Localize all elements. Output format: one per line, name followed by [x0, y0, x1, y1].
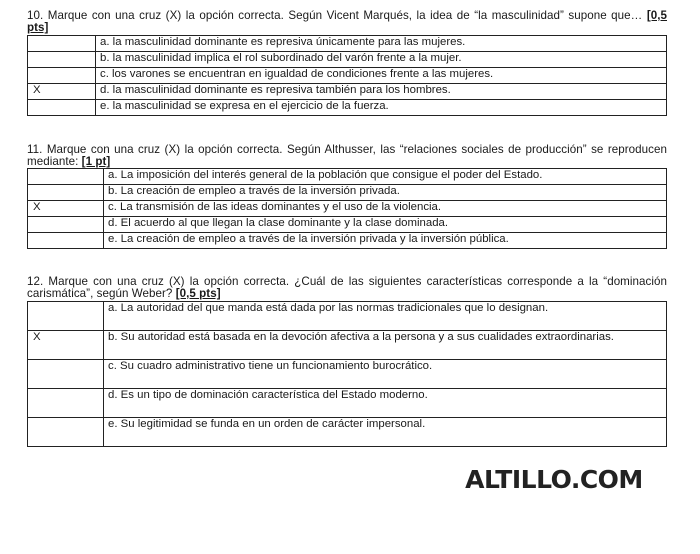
table-row	[28, 418, 667, 447]
question-prompt: 10. Marque con una cruz (X) la opción correcta. Según Vicent Marqués, la idea de “la masculinidad” supone que… [0,5 pts]	[27, 9, 667, 34]
option-text: a. La imposición del interés general de la población que consigue el poder del Estado.	[104, 169, 667, 185]
table-row	[28, 217, 667, 233]
table-row	[28, 389, 667, 418]
table-row	[28, 169, 667, 185]
option-text: a. la masculinidad dominante es represiva únicamente para las mujeres.	[96, 36, 667, 52]
answer-mark-cell[interactable]: X	[28, 201, 104, 217]
option-text: c. Su cuadro administrativo tiene un funcionamiento burocrático.	[104, 360, 667, 389]
question-points: [0,5 pts]	[27, 9, 667, 34]
answer-mark-cell[interactable]	[28, 52, 96, 68]
table-row	[28, 201, 667, 217]
table-row	[28, 185, 667, 201]
question-11	[27, 144, 667, 249]
answer-mark-cell[interactable]: X	[28, 84, 96, 100]
question-prompt: 11. Marque con una cruz (X) la opción correcta. Según Althusser, las “relaciones sociales de producción” se reproducen mediante: [1 pt]	[27, 143, 667, 168]
table-row	[28, 68, 667, 84]
table-row	[28, 302, 667, 331]
answer-mark-cell[interactable]	[28, 302, 104, 331]
option-text: b. la masculinidad implica el rol subordinado del varón frente a la mujer.	[96, 52, 667, 68]
option-text: c. La transmisión de las ideas dominantes y el uso de la violencia.	[104, 201, 667, 217]
question-points: [0,5 pts]	[175, 287, 221, 300]
option-text: d. El acuerdo al que llegan la clase dominante y la clase dominada.	[104, 217, 667, 233]
answer-mark-cell[interactable]: X	[28, 331, 104, 360]
answer-mark-cell[interactable]	[28, 360, 104, 389]
table-row	[28, 331, 667, 360]
question-12	[27, 276, 667, 447]
answer-mark-cell[interactable]	[28, 185, 104, 201]
table-row	[28, 360, 667, 389]
option-text: a. La autoridad del que manda está dada por las normas tradicionales que lo designan.	[104, 302, 667, 331]
table-row	[28, 36, 667, 52]
option-text: d. Es un tipo de dominación característica del Estado moderno.	[104, 389, 667, 418]
answer-mark-cell[interactable]	[28, 389, 104, 418]
option-text: e. La creación de empleo a través de la inversión privada y la inversión pública.	[104, 233, 667, 249]
options-table	[27, 35, 667, 116]
option-text: e. la masculinidad se expresa en el ejercicio de la fuerza.	[96, 100, 667, 116]
option-text: c. los varones se encuentran en igualdad de condiciones frente a las mujeres.	[96, 68, 667, 84]
answer-mark-cell[interactable]	[28, 217, 104, 233]
question-points: [1 pt]	[81, 155, 111, 168]
option-text: b. La creación de empleo a través de la inversión privada.	[104, 185, 667, 201]
answer-mark-cell[interactable]	[28, 36, 96, 52]
question-prompt: 12. Marque con una cruz (X) la opción correcta. ¿Cuál de las siguientes características corresponde a la “dominación carismática”, según Weber? [0,5 pts]	[27, 275, 667, 300]
answer-mark-cell[interactable]	[28, 169, 104, 185]
option-text: d. la masculinidad dominante es represiva también para los hombres.	[96, 84, 667, 100]
answer-mark-cell[interactable]	[28, 68, 96, 84]
answer-mark-cell[interactable]	[28, 100, 96, 116]
table-row	[28, 84, 667, 100]
options-table	[27, 301, 667, 447]
answer-mark-cell[interactable]	[28, 418, 104, 447]
table-row	[28, 52, 667, 68]
table-row	[28, 233, 667, 249]
table-row	[28, 100, 667, 116]
options-table	[27, 168, 667, 249]
option-text: e. Su legitimidad se funda en un orden de carácter impersonal.	[104, 418, 667, 447]
altillo-logo: ALTILLO.COM	[465, 464, 643, 494]
answer-mark-cell[interactable]	[28, 233, 104, 249]
option-text: b. Su autoridad está basada en la devoción afectiva a la persona y a sus cualidades extraordinarias.	[104, 331, 667, 360]
question-10	[27, 10, 667, 116]
